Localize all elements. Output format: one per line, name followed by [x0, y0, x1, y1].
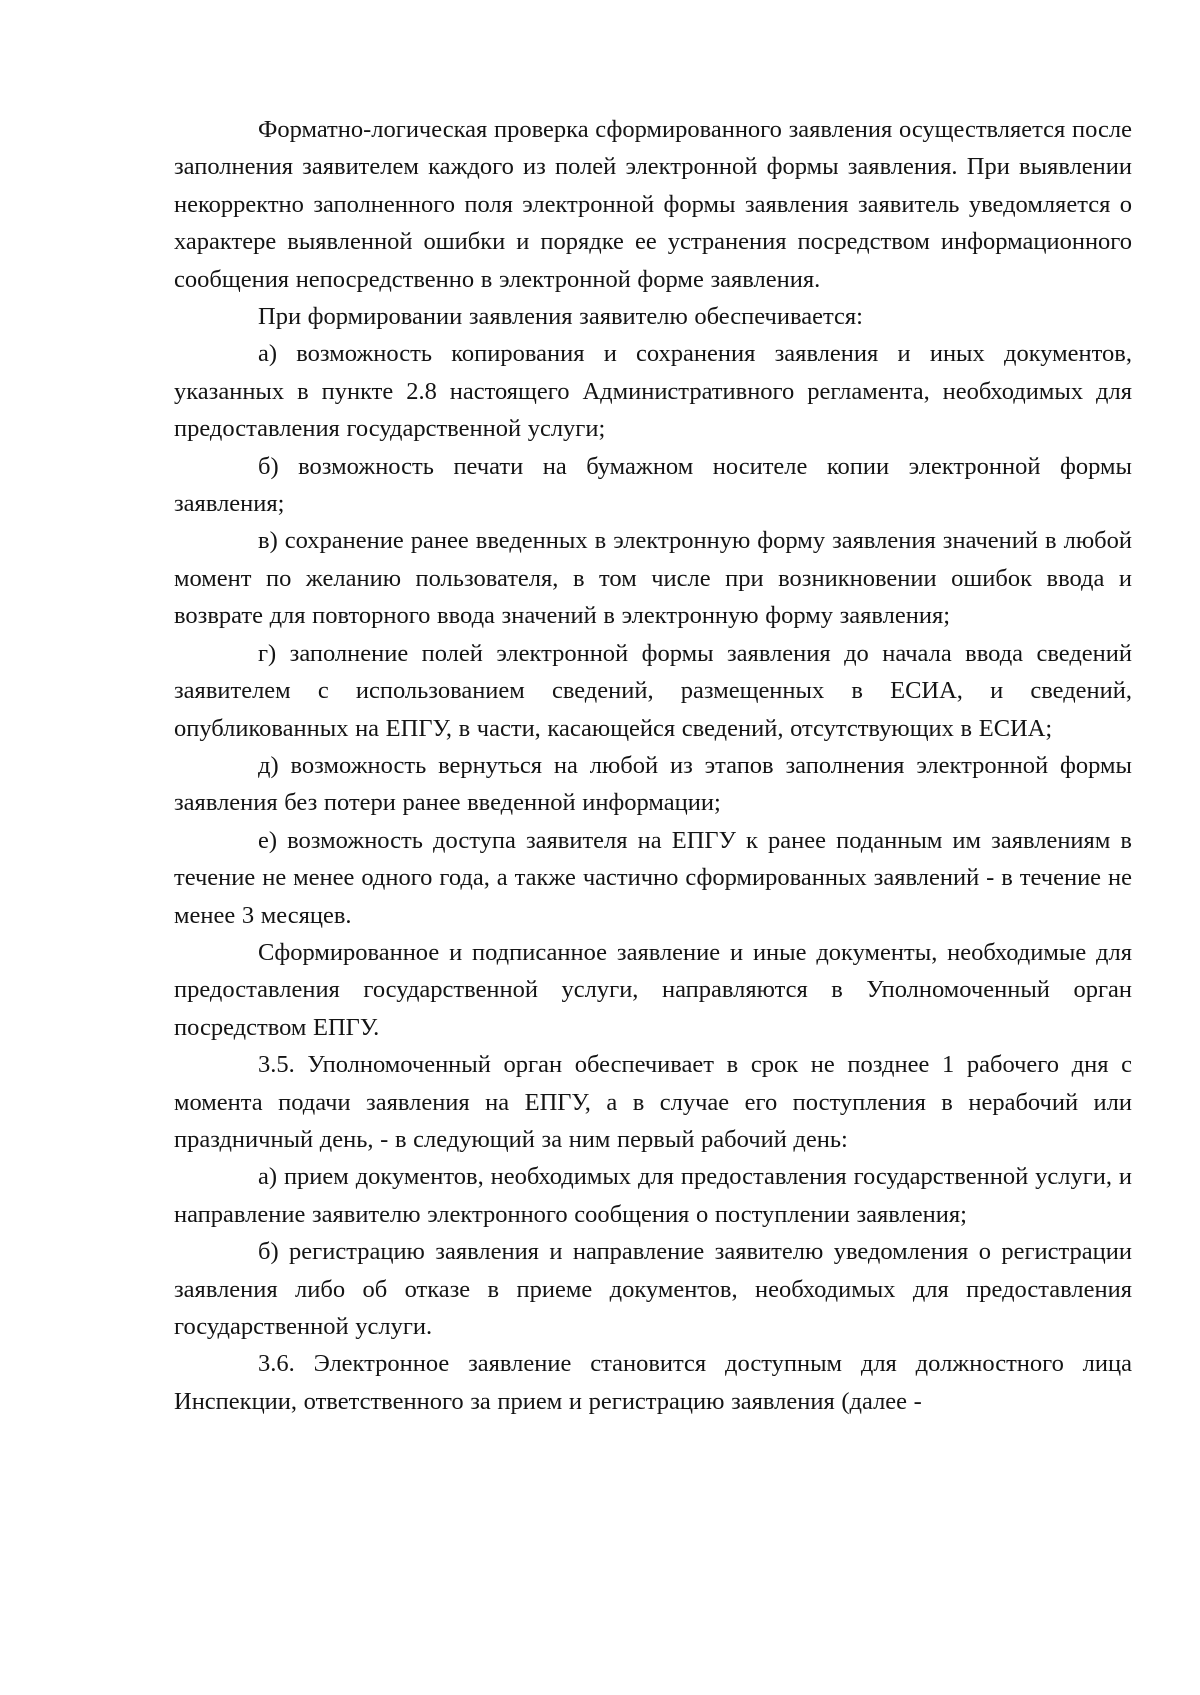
paragraph-section-3-6: 3.6. Электронное заявление становится доступным для должностного лица Инспекции, ответственного за прием и регистрацию заявления (далее -: [174, 1350, 1132, 1415]
paragraph-item-v-save: в) сохранение ранее введенных в электронную форму заявления значений в любой момент по желанию пользователя, в том числе при возникновении ошибок ввода и возврате для повторного ввода значений в электронную форму заявления;: [174, 527, 1132, 630]
paragraph-submission: Сформированное и подписанное заявление и иные документы, необходимые для предоставления государственной услуги, направляются в Уполномоченный орган посредством ЕПГУ.: [174, 938, 1132, 1041]
paragraph-item-g-prefill: г) заполнение полей электронной формы заявления до начала ввода сведений заявителем с использованием сведений, размещенных в ЕСИА, и сведений, опубликованных на ЕПГУ, в части, касающейся сведений, отсутствующих в ЕСИА;: [174, 639, 1132, 742]
paragraph-item-e-access: е) возможность доступа заявителя на ЕПГУ к ранее поданным им заявлениям в течение не менее одного года, а также частично сформированных заявлений - в течение не менее 3 месяцев.: [174, 826, 1132, 929]
paragraph-3-5-item-a: а) прием документов, необходимых для предоставления государственной услуги, и направление заявителю электронного сообщения о поступлении заявления;: [174, 1163, 1132, 1228]
paragraph-3-5-item-b: б) регистрацию заявления и направление заявителю уведомления о регистрации заявления либо об отказе в приеме документов, необходимых для предоставления государственной услуги.: [174, 1238, 1132, 1340]
paragraph-item-d-return: д) возможность вернуться на любой из этапов заполнения электронной формы заявления без потери ранее введенной информации;: [174, 751, 1132, 817]
paragraph-format-check: Форматно-логическая проверка сформированного заявления осуществляется после заполнения заявителем каждого из полей электронной формы заявления. При выявлении некорректно заполненного поля электронной формы заявления заявитель уведомляется о характере выявленной ошибки и порядке ее устранения посредством информационного сообщения непосредственно в электронной форме заявления.: [174, 116, 1132, 293]
paragraph-form-provision-intro: При формировании заявления заявителю обеспечивается:: [258, 303, 863, 331]
paragraph-item-a-copy: а) возможность копирования и сохранения заявления и иных документов, указанных в пункте 2.8 настоящего Административного регламента, необходимых для предоставления государственной услуги;: [174, 340, 1132, 443]
document-text: [174, 111, 1132, 1420]
paragraph-section-3-5: 3.5. Уполномоченный орган обеспечивает в срок не позднее 1 рабочего дня с момента подачи заявления на ЕПГУ, а в случае его поступления в нерабочий или праздничный день, - в следующий за ним первый рабочий день:: [174, 1051, 1132, 1153]
paragraph-item-b-print: б) возможность печати на бумажном носителе копии электронной формы заявления;: [174, 452, 1132, 518]
